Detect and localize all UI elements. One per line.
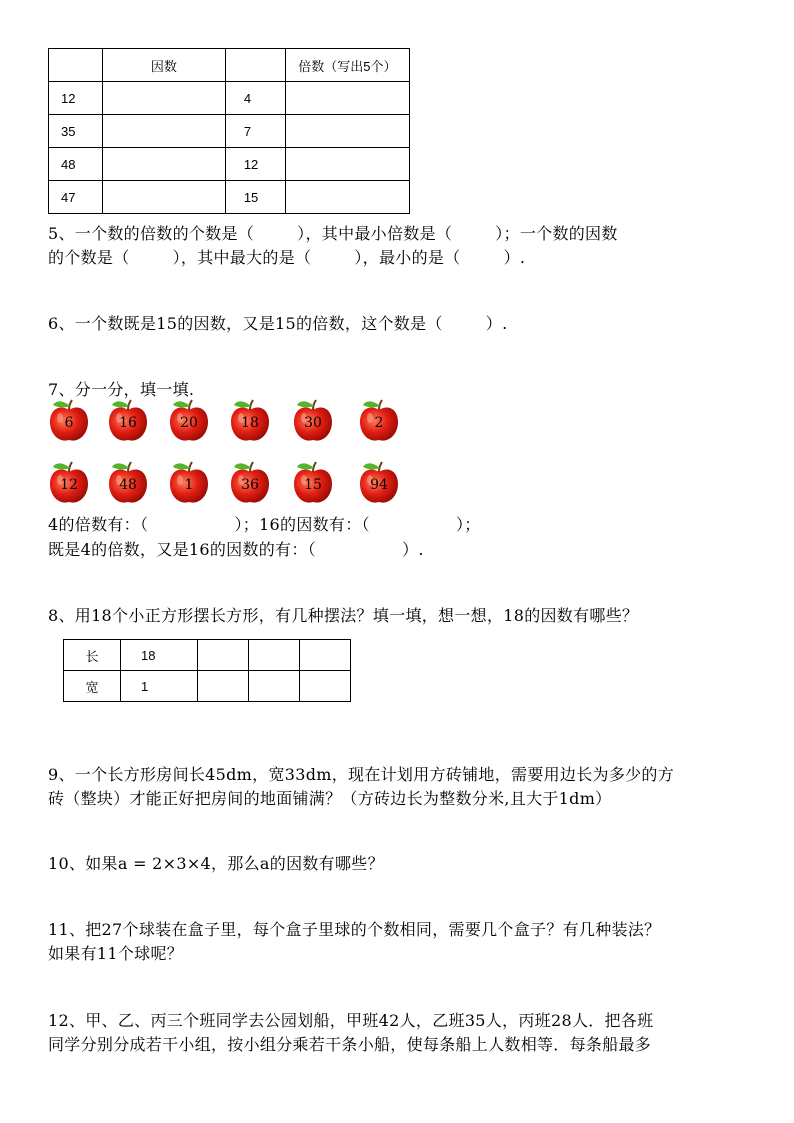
apple-number: 12 — [60, 477, 78, 493]
answer-cell[interactable] — [285, 148, 409, 181]
apple-icon — [48, 398, 90, 444]
answer-cell[interactable] — [249, 671, 300, 702]
answer-cell[interactable] — [249, 640, 300, 671]
apple-icon — [292, 460, 334, 506]
factors-multiples-table — [48, 48, 410, 214]
answer-cell[interactable] — [285, 115, 409, 148]
question-5-line-1: 5、一个数的倍数的个数是（ ），其中最小倍数是（ ）；一个数的因数 — [48, 224, 618, 243]
apple-number: 48 — [119, 477, 137, 493]
table-cell: 1 — [121, 671, 198, 702]
answer-cell[interactable] — [300, 640, 351, 671]
question-9-line-2: 砖（整块）才能正好把房间的地面铺满？（方砖边长为整数分米,且大于1dm） — [48, 789, 612, 808]
apple-number: 16 — [119, 415, 137, 431]
answer-cell[interactable] — [198, 640, 249, 671]
table-header-cell: 因数 — [103, 49, 226, 82]
answer-cell[interactable] — [103, 181, 226, 214]
question-11-line-2: 如果有11个球呢？ — [48, 944, 184, 963]
row-label-width: 宽 — [64, 671, 121, 702]
question-12-line-1: 12、甲、乙、丙三个班同学去公园划船，甲班42人，乙班35人，丙班28人．把各班 — [48, 1011, 654, 1030]
answer-cell[interactable] — [198, 671, 249, 702]
table-cell: 47 — [49, 181, 103, 214]
table-row — [49, 115, 410, 148]
apple-icon — [48, 460, 90, 506]
question-8-text: 8、用18个小正方形摆长方形，有几种摆法？填一填，想一想，18的因数有哪些？ — [48, 606, 639, 625]
apple-icon — [292, 398, 334, 444]
apple-icon — [229, 460, 271, 506]
answer-cell[interactable] — [285, 181, 409, 214]
question-11-line-1: 11、把27个球装在盒子里，每个盒子里球的个数相同，需要几个盒子？有几种装法？ — [48, 920, 661, 939]
table-header-row — [49, 49, 410, 82]
apple-number: 1 — [184, 477, 194, 493]
apple-number: 36 — [241, 477, 259, 493]
apple-icon — [168, 398, 210, 444]
apple-icon — [358, 460, 400, 506]
table-row — [49, 181, 410, 214]
apple-number: 18 — [241, 415, 259, 431]
question-5-line-2: 的个数是（ ），其中最大的是（ ），最小的是（ ）. — [48, 248, 526, 267]
apple-icon — [107, 398, 149, 444]
table-cell: 15 — [225, 181, 285, 214]
apple-number: 2 — [374, 415, 384, 431]
answer-cell[interactable] — [285, 82, 409, 115]
table-header-cell — [225, 49, 285, 82]
question-12-line-2: 同学分别分成若干小组，按小组分乘若干条小船，使每条船上人数相等．每条船最多 — [48, 1035, 652, 1054]
apple-icon — [358, 398, 400, 444]
table-row — [64, 671, 351, 702]
table-header-cell: 倍数（写出5个） — [285, 49, 409, 82]
apple-icon — [229, 398, 271, 444]
table-cell: 18 — [121, 640, 198, 671]
table-cell: 7 — [225, 115, 285, 148]
apple-number: 20 — [180, 415, 198, 431]
answer-cell[interactable] — [300, 671, 351, 702]
question-9-line-1: 9、一个长方形房间长45dm，宽33dm，现在计划用方砖铺地，需要用边长为多少的方 — [48, 765, 675, 784]
table-cell: 12 — [225, 148, 285, 181]
apple-number: 30 — [304, 415, 322, 431]
question-7-line-2: 既是4的倍数，又是16的因数的有：（ ）. — [48, 540, 424, 559]
apple-number: 15 — [304, 477, 322, 493]
table-row — [49, 82, 410, 115]
table-cell: 4 — [225, 82, 285, 115]
answer-cell[interactable] — [103, 82, 226, 115]
table-header-cell — [49, 49, 103, 82]
question-10-text: 10、如果a = 2×3×4，那么a的因数有哪些？ — [48, 854, 384, 873]
apple-icon — [107, 460, 149, 506]
table-row — [49, 148, 410, 181]
question-6-text: 6、一个数既是15的因数，又是15的倍数，这个数是（ ）. — [48, 314, 508, 333]
question-7-line-1: 4的倍数有：（ ）；16的因数有：（ ）； — [48, 515, 481, 534]
table-cell: 12 — [49, 82, 103, 115]
table-cell: 48 — [49, 148, 103, 181]
apple-number: 6 — [64, 415, 74, 431]
rectangle-arrangement-table — [63, 639, 351, 702]
apple-icon — [168, 460, 210, 506]
table-cell: 35 — [49, 115, 103, 148]
answer-cell[interactable] — [103, 115, 226, 148]
question-7-title: 7、分一分，填一填. — [48, 380, 195, 399]
answer-cell[interactable] — [103, 148, 226, 181]
table-row — [64, 640, 351, 671]
apple-number: 94 — [370, 477, 388, 493]
row-label-length: 长 — [64, 640, 121, 671]
